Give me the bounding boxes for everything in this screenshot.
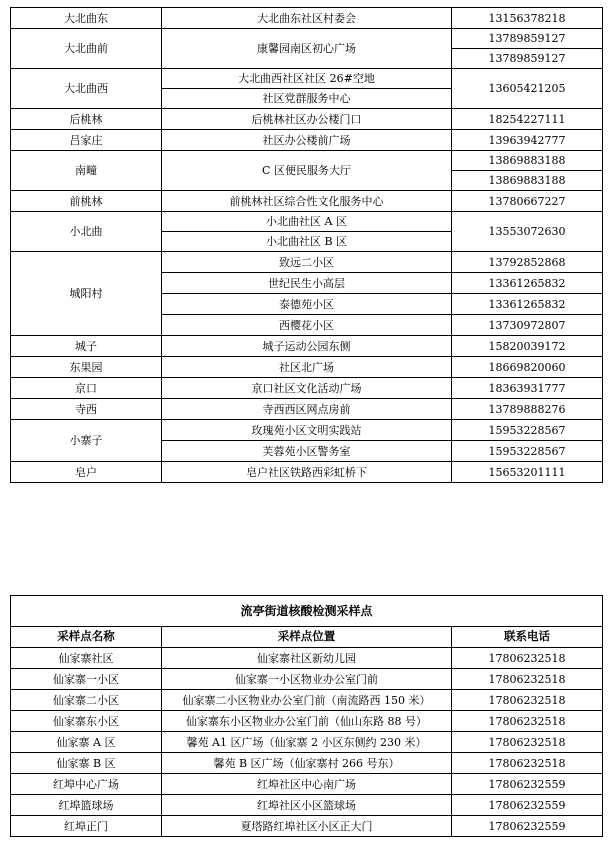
site-name-cell: 红埠中心广场 [11, 774, 162, 795]
area-cell: 小北曲 [11, 212, 162, 252]
site-location-cell: 仙家寨社区新幼儿园 [162, 648, 452, 669]
table-row [11, 399, 603, 420]
phone-cell: 13156378218 [452, 8, 603, 29]
table-row [11, 732, 603, 753]
location-cell: 西樱花小区 [162, 315, 452, 336]
site-location-cell: 夏塔路红埠社区小区正大门 [162, 816, 452, 837]
header-site-location: 采样点位置 [162, 627, 452, 648]
site-name-cell: 仙家寨 A 区 [11, 732, 162, 753]
phone-cell: 15653201111 [452, 462, 603, 483]
table-row [11, 191, 603, 212]
site-name-cell: 仙家寨一小区 [11, 669, 162, 690]
phone-cell: 17806232518 [452, 732, 603, 753]
site-location-cell: 仙家寨二小区物业办公室门前（南流路西 150 米） [162, 690, 452, 711]
location-cell: 社区北广场 [162, 357, 452, 378]
area-cell: 城阳村 [11, 252, 162, 336]
area-cell: 前桃林 [11, 191, 162, 212]
table-row [11, 420, 603, 441]
location-cell: 大北曲西社区社区 26#空地 [162, 69, 452, 89]
area-cell: 吕家庄 [11, 130, 162, 151]
phone-cell: 13605421205 [452, 69, 603, 109]
phone-cell: 17806232559 [452, 816, 603, 837]
table-row [11, 212, 603, 232]
location-cell: 后桃林社区办公楼门口 [162, 109, 452, 130]
table-row [11, 252, 603, 273]
phone-cell: 13553072630 [452, 212, 603, 252]
phone-cell: 17806232559 [452, 795, 603, 816]
table-row [11, 690, 603, 711]
phone-cell: 13792852868 [452, 252, 603, 273]
location-cell: C 区便民服务大厅 [162, 151, 452, 191]
phone-cell: 13361265832 [452, 294, 603, 315]
table-row [11, 69, 603, 89]
phone-cell: 15820039172 [452, 336, 603, 357]
table-row [11, 462, 603, 483]
location-cell: 泰德苑小区 [162, 294, 452, 315]
header-site-name: 采样点名称 [11, 627, 162, 648]
location-cell: 大北曲东社区村委会 [162, 8, 452, 29]
area-cell: 后桃林 [11, 109, 162, 130]
area-cell: 京口 [11, 378, 162, 399]
table-row [11, 816, 603, 837]
site-location-cell: 仙家寨一小区物业办公室门前 [162, 669, 452, 690]
area-cell: 南疃 [11, 151, 162, 191]
location-cell: 皂户社区铁路西彩虹桥下 [162, 462, 452, 483]
phone-cell: 17806232518 [452, 690, 603, 711]
location-cell: 城子运动公园东侧 [162, 336, 452, 357]
location-cell: 京口社区文化活动广场 [162, 378, 452, 399]
table-header-row [11, 627, 603, 648]
table-row [11, 357, 603, 378]
site-name-cell: 红埠篮球场 [11, 795, 162, 816]
site-name-cell: 仙家寨东小区 [11, 711, 162, 732]
table-row [11, 8, 603, 29]
phone-cell: 13789888276 [452, 399, 603, 420]
liuting-sampling-sites-table [10, 595, 603, 837]
phone-cell: 13869883188 [452, 171, 603, 191]
table-title-row [11, 596, 603, 627]
location-cell: 寺西西区网点房前 [162, 399, 452, 420]
site-name-cell: 仙家寨社区 [11, 648, 162, 669]
area-cell: 城子 [11, 336, 162, 357]
area-cell: 大北曲前 [11, 29, 162, 69]
table-row [11, 336, 603, 357]
phone-cell: 13361265832 [452, 273, 603, 294]
table-row [11, 29, 603, 49]
site-name-cell: 仙家寨 B 区 [11, 753, 162, 774]
site-location-cell: 馨苑 B 区广场（仙家寨村 266 号东） [162, 753, 452, 774]
table-row [11, 648, 603, 669]
phone-cell: 18363931777 [452, 378, 603, 399]
phone-cell: 13789859127 [452, 29, 603, 49]
location-cell: 小北曲社区 A 区 [162, 212, 452, 232]
area-cell: 小寨子 [11, 420, 162, 462]
table-title: 流亭街道核酸检测采样点 [11, 596, 603, 627]
site-name-cell: 红埠正门 [11, 816, 162, 837]
phone-cell: 17806232518 [452, 711, 603, 732]
area-cell: 皂户 [11, 462, 162, 483]
phone-cell: 17806232518 [452, 669, 603, 690]
location-cell: 康馨园南区初心广场 [162, 29, 452, 69]
site-location-cell: 馨苑 A1 区广场（仙家寨 2 小区东侧约 230 米） [162, 732, 452, 753]
area-cell: 寺西 [11, 399, 162, 420]
location-cell: 小北曲社区 B 区 [162, 232, 452, 252]
location-cell: 世纪民生小高层 [162, 273, 452, 294]
area-cell: 东果园 [11, 357, 162, 378]
phone-cell: 13869883188 [452, 151, 603, 171]
phone-cell: 13789859127 [452, 49, 603, 69]
phone-cell: 15953228567 [452, 420, 603, 441]
phone-cell: 13963942777 [452, 130, 603, 151]
site-location-cell: 红埠社区小区篮球场 [162, 795, 452, 816]
location-cell: 芙蓉苑小区警务室 [162, 441, 452, 462]
area-cell: 大北曲东 [11, 8, 162, 29]
table-row [11, 753, 603, 774]
phone-cell: 13730972807 [452, 315, 603, 336]
location-cell: 社区党群服务中心 [162, 89, 452, 109]
table-row [11, 109, 603, 130]
table-row [11, 130, 603, 151]
location-cell: 玫瑰苑小区文明实践站 [162, 420, 452, 441]
header-phone: 联系电话 [452, 627, 603, 648]
phone-cell: 17806232559 [452, 774, 603, 795]
phone-cell: 17806232518 [452, 753, 603, 774]
phone-cell: 15953228567 [452, 441, 603, 462]
phone-cell: 17806232518 [452, 648, 603, 669]
site-location-cell: 仙家寨东小区物业办公室门前（仙山东路 88 号） [162, 711, 452, 732]
table-row [11, 795, 603, 816]
location-cell: 前桃林社区综合性文化服务中心 [162, 191, 452, 212]
table-row [11, 378, 603, 399]
phone-cell: 18254227111 [452, 109, 603, 130]
table-row [11, 711, 603, 732]
site-name-cell: 仙家寨二小区 [11, 690, 162, 711]
phone-cell: 13780667227 [452, 191, 603, 212]
area-cell: 大北曲西 [11, 69, 162, 109]
table-row [11, 774, 603, 795]
table-row [11, 151, 603, 171]
table-row [11, 669, 603, 690]
location-cell: 致远二小区 [162, 252, 452, 273]
site-location-cell: 红埠社区中心南广场 [162, 774, 452, 795]
sampling-sites-table-upper [10, 7, 603, 483]
phone-cell: 18669820060 [452, 357, 603, 378]
location-cell: 社区办公楼前广场 [162, 130, 452, 151]
